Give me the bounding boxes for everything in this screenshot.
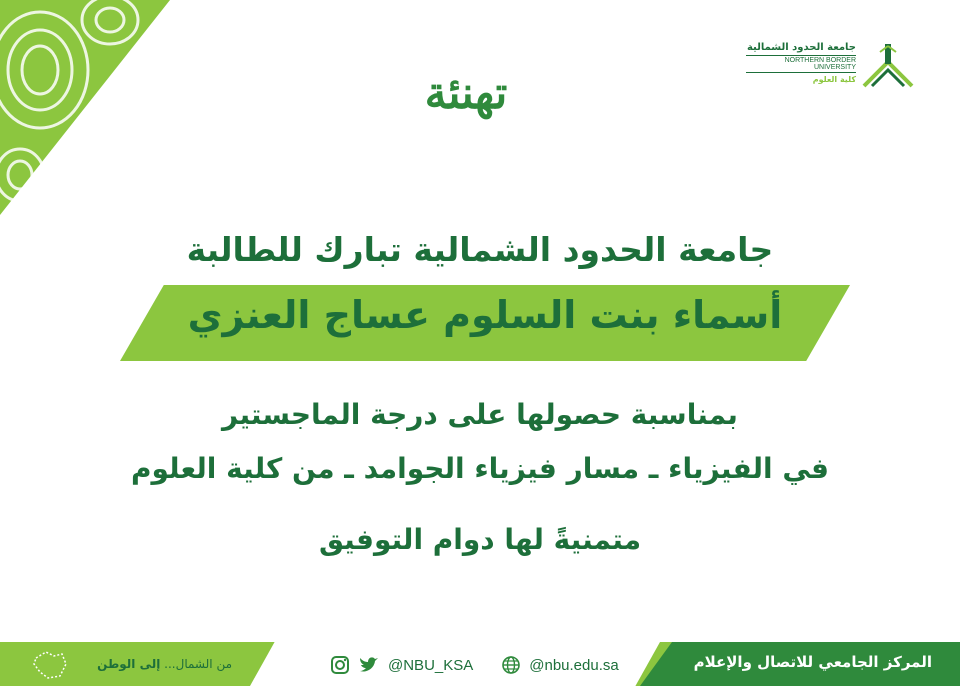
globe-icon: [501, 655, 521, 675]
media-center-name: المركز الجامعي للاتصال والإعلام: [693, 653, 932, 671]
student-name: أسماء بنت السلوم عساج العنزي: [187, 293, 783, 337]
saudi-map-icon: [32, 650, 68, 680]
logo-college: كلية العلوم: [812, 75, 856, 84]
greeting-calligraphy: [388, 30, 544, 140]
message-line1: جامعة الحدود الشمالية تبارك للطالبة: [186, 230, 774, 269]
footer-contacts: [330, 653, 619, 677]
message-line5: متمنيةً لها دوام التوفيق: [318, 523, 642, 556]
message-line4: في الفيزياء ـ مسار فيزياء الجوامد ـ من كلية العلوم: [130, 452, 829, 485]
slogan-part2: إلى الوطن: [97, 657, 161, 671]
website-link[interactable]: @nbu.edu.sa: [529, 656, 619, 674]
message-line3: بمناسبة حصولها على درجة الماجستير: [222, 398, 738, 431]
footer-slogan-text: [97, 657, 232, 671]
instagram-icon[interactable]: [330, 655, 350, 675]
corner-decoration: [0, 0, 170, 215]
university-logo: [746, 42, 916, 92]
slogan-part1: من الشمال...: [164, 657, 232, 671]
twitter-handle[interactable]: @NBU_KSA: [388, 656, 474, 674]
university-logo-mark: [860, 42, 916, 90]
greeting-word: تهنئة: [424, 68, 508, 119]
footer-slogan: [32, 650, 232, 680]
twitter-icon[interactable]: [358, 655, 380, 675]
logo-name-ar: جامعة الحدود الشمالية: [746, 42, 856, 53]
logo-name-en: NORTHERN BORDER UNIVERSITY: [746, 55, 856, 73]
logo-text: [746, 42, 856, 84]
